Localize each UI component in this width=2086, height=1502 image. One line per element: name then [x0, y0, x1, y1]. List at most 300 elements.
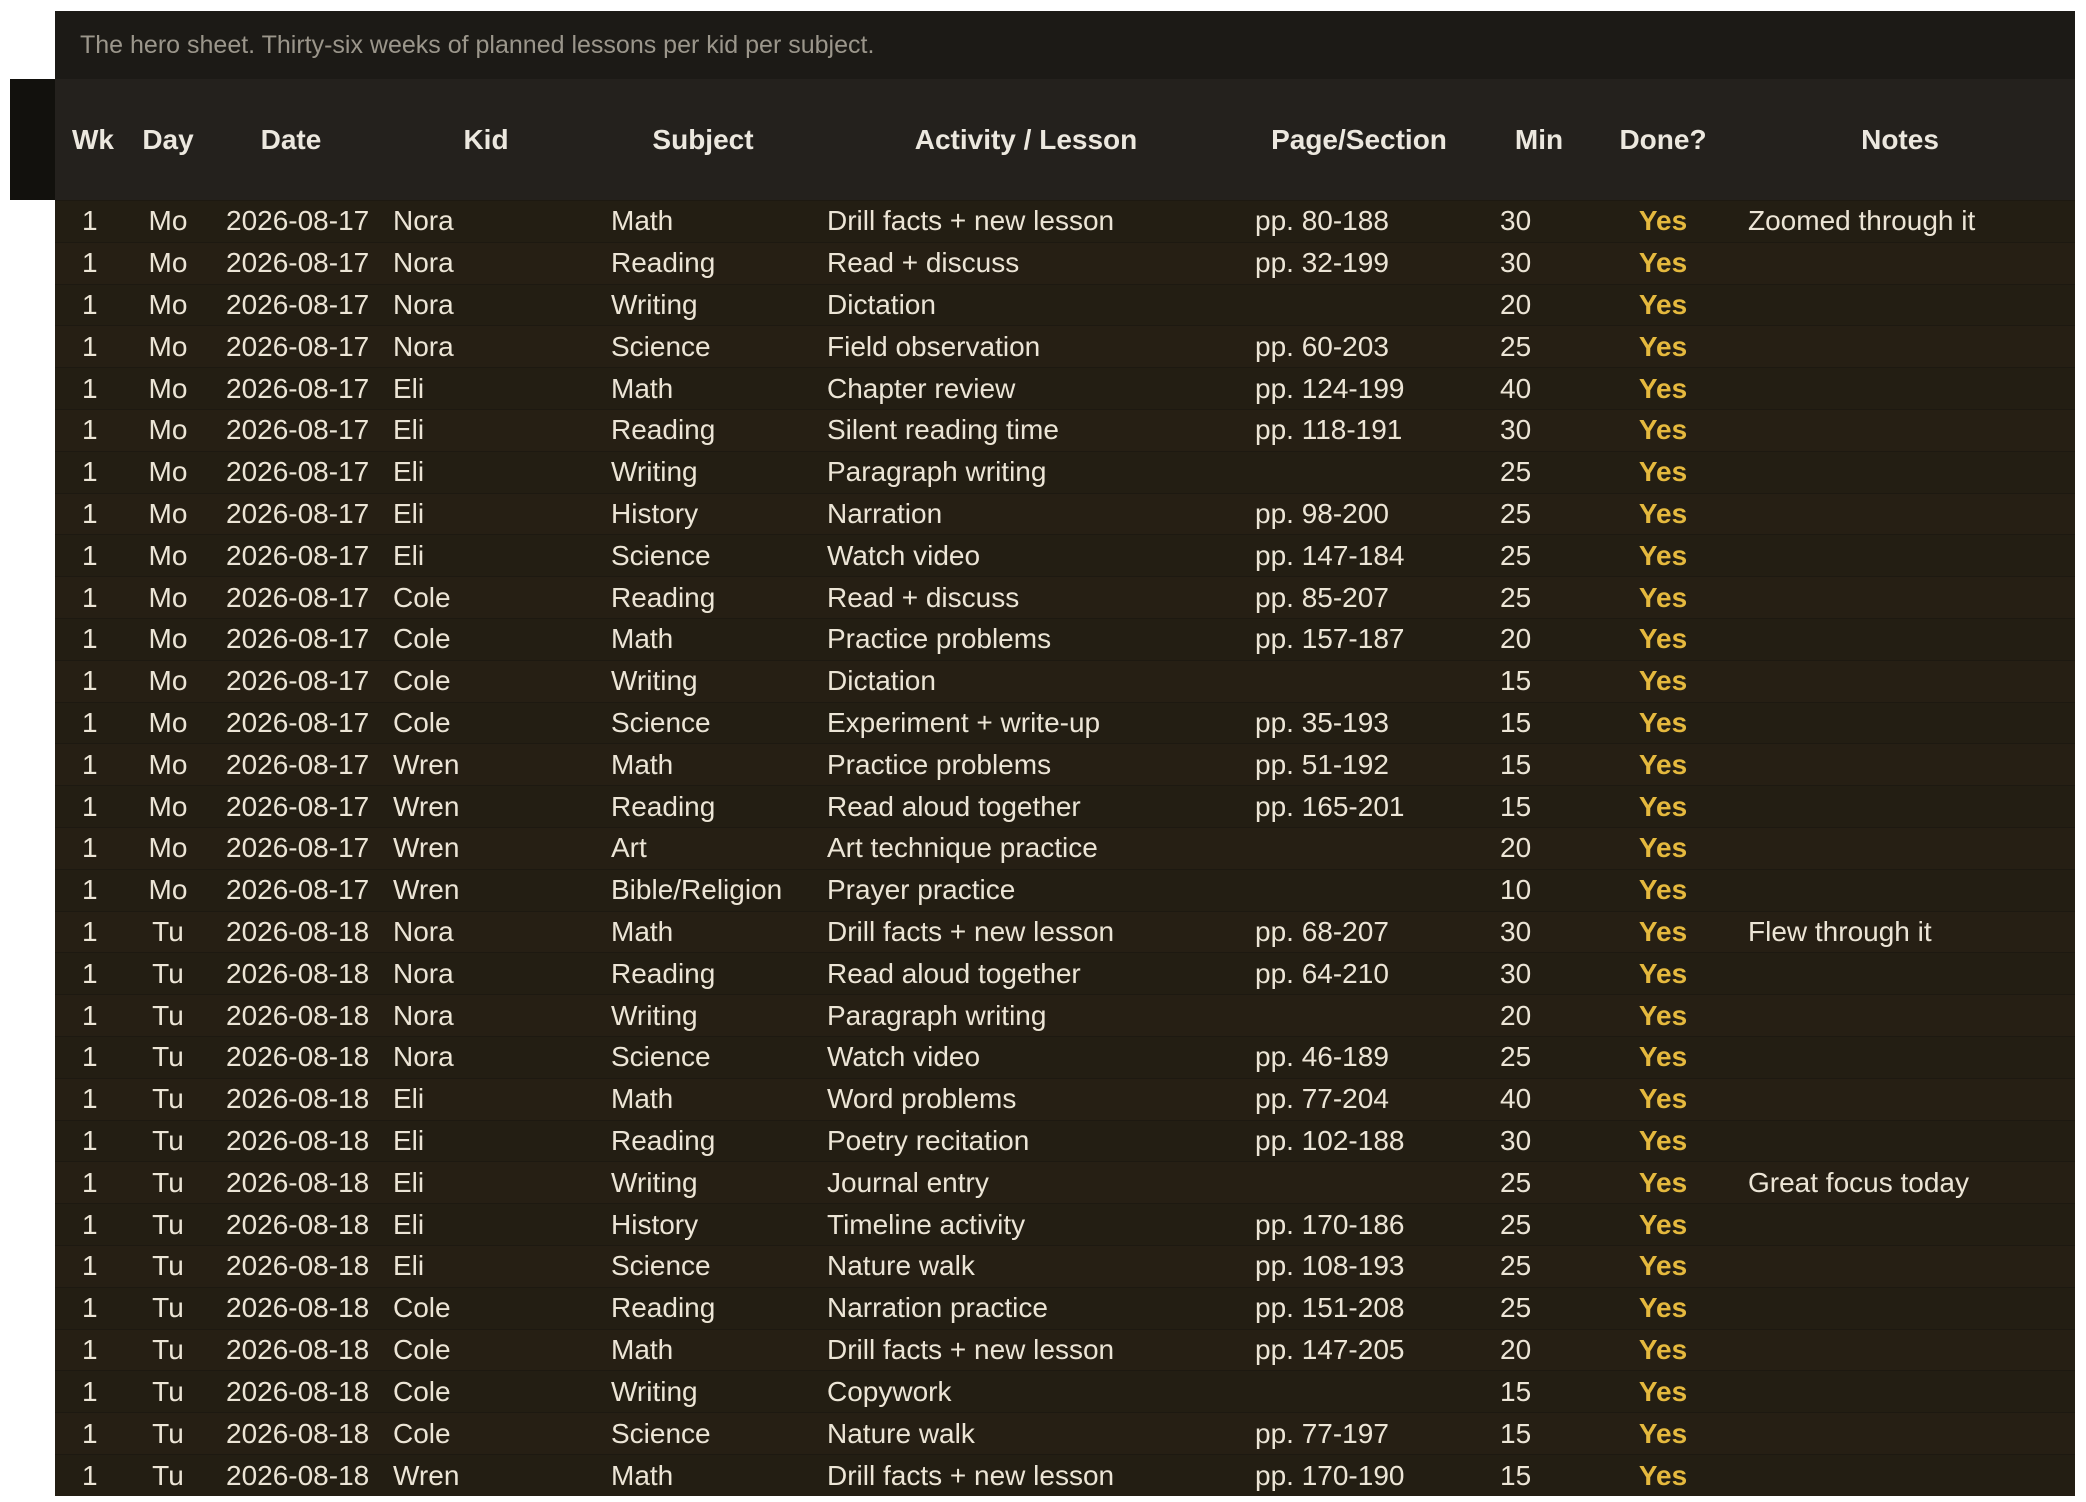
cell-done[interactable]: Yes	[1601, 1120, 1725, 1162]
cell-notes[interactable]	[1725, 786, 2075, 828]
cell-min[interactable]: 25	[1477, 577, 1601, 619]
cell-activity[interactable]: Drill facts + new lesson	[811, 911, 1241, 953]
cell-notes[interactable]	[1725, 618, 2075, 660]
cell-kid[interactable]: Eli	[377, 493, 595, 535]
cell-wk[interactable]: 1	[55, 786, 131, 828]
cell-date[interactable]: 2026-08-17	[205, 326, 377, 368]
cell-subject[interactable]: Bible/Religion	[595, 869, 811, 911]
cell-min[interactable]: 25	[1477, 326, 1601, 368]
cell-subject[interactable]: Science	[595, 535, 811, 577]
col-header-wk[interactable]: Wk	[55, 79, 131, 201]
cell-date[interactable]: 2026-08-18	[205, 1413, 377, 1455]
cell-done[interactable]: Yes	[1601, 1413, 1725, 1455]
cell-date[interactable]: 2026-08-18	[205, 1454, 377, 1496]
cell-notes[interactable]: Zoomed through it	[1725, 201, 2075, 243]
cell-kid[interactable]: Cole	[377, 660, 595, 702]
cell-subject[interactable]: Writing	[595, 1162, 811, 1204]
cell-notes[interactable]	[1725, 1036, 2075, 1078]
cell-day[interactable]: Tu	[131, 995, 205, 1037]
cell-kid[interactable]: Wren	[377, 786, 595, 828]
cell-page-section[interactable]: pp. 165-201	[1241, 786, 1477, 828]
cell-date[interactable]: 2026-08-18	[205, 1078, 377, 1120]
cell-subject[interactable]: Science	[595, 1036, 811, 1078]
cell-page-section[interactable]: pp. 80-188	[1241, 201, 1477, 243]
col-header-day[interactable]: Day	[131, 79, 205, 201]
cell-kid[interactable]: Nora	[377, 995, 595, 1037]
cell-day[interactable]: Mo	[131, 702, 205, 744]
cell-wk[interactable]: 1	[55, 1371, 131, 1413]
cell-notes[interactable]	[1725, 1078, 2075, 1120]
cell-kid[interactable]: Cole	[377, 1287, 595, 1329]
cell-kid[interactable]: Eli	[377, 535, 595, 577]
cell-wk[interactable]: 1	[55, 326, 131, 368]
cell-date[interactable]: 2026-08-17	[205, 535, 377, 577]
cell-page-section[interactable]	[1241, 995, 1477, 1037]
cell-notes[interactable]	[1725, 1413, 2075, 1455]
cell-kid[interactable]: Nora	[377, 284, 595, 326]
cell-done[interactable]: Yes	[1601, 995, 1725, 1037]
cell-day[interactable]: Tu	[131, 1036, 205, 1078]
cell-kid[interactable]: Eli	[377, 1078, 595, 1120]
cell-kid[interactable]: Eli	[377, 368, 595, 410]
cell-done[interactable]: Yes	[1601, 1036, 1725, 1078]
cell-kid[interactable]: Nora	[377, 201, 595, 243]
cell-day[interactable]: Tu	[131, 953, 205, 995]
cell-wk[interactable]: 1	[55, 827, 131, 869]
cell-notes[interactable]	[1725, 869, 2075, 911]
cell-subject[interactable]: Math	[595, 744, 811, 786]
cell-date[interactable]: 2026-08-18	[205, 1329, 377, 1371]
cell-page-section[interactable]: pp. 147-184	[1241, 535, 1477, 577]
cell-min[interactable]: 20	[1477, 284, 1601, 326]
cell-activity[interactable]: Drill facts + new lesson	[811, 201, 1241, 243]
cell-page-section[interactable]	[1241, 1371, 1477, 1413]
cell-done[interactable]: Yes	[1601, 869, 1725, 911]
cell-done[interactable]: Yes	[1601, 1287, 1725, 1329]
cell-date[interactable]: 2026-08-18	[205, 1162, 377, 1204]
cell-page-section[interactable]: pp. 98-200	[1241, 493, 1477, 535]
cell-subject[interactable]: Science	[595, 326, 811, 368]
cell-date[interactable]: 2026-08-18	[205, 953, 377, 995]
col-header-date[interactable]: Date	[205, 79, 377, 201]
cell-page-section[interactable]: pp. 151-208	[1241, 1287, 1477, 1329]
cell-subject[interactable]: Science	[595, 1245, 811, 1287]
cell-date[interactable]: 2026-08-18	[205, 1287, 377, 1329]
col-header-kid[interactable]: Kid	[377, 79, 595, 201]
cell-day[interactable]: Mo	[131, 242, 205, 284]
cell-wk[interactable]: 1	[55, 368, 131, 410]
cell-day[interactable]: Mo	[131, 493, 205, 535]
cell-activity[interactable]: Journal entry	[811, 1162, 1241, 1204]
cell-subject[interactable]: Math	[595, 368, 811, 410]
cell-done[interactable]: Yes	[1601, 535, 1725, 577]
cell-subject[interactable]: Writing	[595, 995, 811, 1037]
cell-date[interactable]: 2026-08-17	[205, 409, 377, 451]
cell-done[interactable]: Yes	[1601, 953, 1725, 995]
cell-day[interactable]: Tu	[131, 911, 205, 953]
cell-date[interactable]: 2026-08-18	[205, 1245, 377, 1287]
cell-day[interactable]: Tu	[131, 1078, 205, 1120]
cell-activity[interactable]: Chapter review	[811, 368, 1241, 410]
cell-kid[interactable]: Eli	[377, 451, 595, 493]
cell-day[interactable]: Mo	[131, 201, 205, 243]
cell-kid[interactable]: Nora	[377, 953, 595, 995]
cell-page-section[interactable]: pp. 157-187	[1241, 618, 1477, 660]
cell-activity[interactable]: Art technique practice	[811, 827, 1241, 869]
cell-kid[interactable]: Cole	[377, 618, 595, 660]
cell-notes[interactable]	[1725, 577, 2075, 619]
cell-date[interactable]: 2026-08-17	[205, 618, 377, 660]
cell-min[interactable]: 15	[1477, 786, 1601, 828]
cell-day[interactable]: Tu	[131, 1120, 205, 1162]
cell-notes[interactable]: Great focus today	[1725, 1162, 2075, 1204]
cell-kid[interactable]: Nora	[377, 242, 595, 284]
cell-activity[interactable]: Narration	[811, 493, 1241, 535]
cell-min[interactable]: 25	[1477, 535, 1601, 577]
cell-activity[interactable]: Poetry recitation	[811, 1120, 1241, 1162]
cell-date[interactable]: 2026-08-17	[205, 660, 377, 702]
cell-date[interactable]: 2026-08-18	[205, 995, 377, 1037]
cell-min[interactable]: 20	[1477, 618, 1601, 660]
cell-activity[interactable]: Narration practice	[811, 1287, 1241, 1329]
cell-date[interactable]: 2026-08-18	[205, 1371, 377, 1413]
cell-min[interactable]: 25	[1477, 1162, 1601, 1204]
cell-subject[interactable]: Reading	[595, 786, 811, 828]
cell-activity[interactable]: Prayer practice	[811, 869, 1241, 911]
cell-subject[interactable]: Writing	[595, 284, 811, 326]
cell-min[interactable]: 25	[1477, 1204, 1601, 1246]
cell-kid[interactable]: Eli	[377, 1245, 595, 1287]
cell-done[interactable]: Yes	[1601, 744, 1725, 786]
cell-done[interactable]: Yes	[1601, 577, 1725, 619]
cell-page-section[interactable]: pp. 170-190	[1241, 1454, 1477, 1496]
cell-subject[interactable]: Science	[595, 1413, 811, 1455]
cell-notes[interactable]	[1725, 326, 2075, 368]
cell-kid[interactable]: Cole	[377, 1329, 595, 1371]
cell-min[interactable]: 15	[1477, 1371, 1601, 1413]
cell-date[interactable]: 2026-08-17	[205, 869, 377, 911]
cell-day[interactable]: Tu	[131, 1329, 205, 1371]
cell-notes[interactable]	[1725, 1287, 2075, 1329]
cell-min[interactable]: 15	[1477, 1413, 1601, 1455]
cell-wk[interactable]: 1	[55, 869, 131, 911]
cell-done[interactable]: Yes	[1601, 1329, 1725, 1371]
cell-page-section[interactable]: pp. 108-193	[1241, 1245, 1477, 1287]
cell-kid[interactable]: Cole	[377, 1413, 595, 1455]
cell-date[interactable]: 2026-08-17	[205, 201, 377, 243]
cell-notes[interactable]	[1725, 827, 2075, 869]
cell-wk[interactable]: 1	[55, 1162, 131, 1204]
cell-subject[interactable]: Math	[595, 1078, 811, 1120]
cell-notes[interactable]	[1725, 1371, 2075, 1413]
cell-page-section[interactable]: pp. 102-188	[1241, 1120, 1477, 1162]
cell-day[interactable]: Mo	[131, 368, 205, 410]
cell-subject[interactable]: Science	[595, 702, 811, 744]
cell-subject[interactable]: Writing	[595, 1371, 811, 1413]
cell-wk[interactable]: 1	[55, 451, 131, 493]
cell-subject[interactable]: History	[595, 493, 811, 535]
cell-wk[interactable]: 1	[55, 744, 131, 786]
cell-date[interactable]: 2026-08-17	[205, 702, 377, 744]
col-header-notes[interactable]: Notes	[1725, 79, 2075, 201]
cell-date[interactable]: 2026-08-17	[205, 577, 377, 619]
cell-page-section[interactable]	[1241, 1162, 1477, 1204]
cell-activity[interactable]: Read aloud together	[811, 786, 1241, 828]
cell-day[interactable]: Tu	[131, 1371, 205, 1413]
cell-activity[interactable]: Copywork	[811, 1371, 1241, 1413]
cell-notes[interactable]	[1725, 242, 2075, 284]
cell-wk[interactable]: 1	[55, 493, 131, 535]
cell-done[interactable]: Yes	[1601, 786, 1725, 828]
cell-kid[interactable]: Wren	[377, 1454, 595, 1496]
cell-done[interactable]: Yes	[1601, 1371, 1725, 1413]
cell-subject[interactable]: Reading	[595, 577, 811, 619]
cell-notes[interactable]	[1725, 1329, 2075, 1371]
cell-date[interactable]: 2026-08-17	[205, 827, 377, 869]
cell-subject[interactable]: Art	[595, 827, 811, 869]
cell-subject[interactable]: Writing	[595, 451, 811, 493]
cell-activity[interactable]: Nature walk	[811, 1245, 1241, 1287]
cell-wk[interactable]: 1	[55, 1078, 131, 1120]
cell-page-section[interactable]: pp. 68-207	[1241, 911, 1477, 953]
cell-activity[interactable]: Dictation	[811, 284, 1241, 326]
col-header-min[interactable]: Min	[1477, 79, 1601, 201]
cell-kid[interactable]: Wren	[377, 744, 595, 786]
cell-activity[interactable]: Watch video	[811, 535, 1241, 577]
cell-done[interactable]: Yes	[1601, 451, 1725, 493]
cell-done[interactable]: Yes	[1601, 702, 1725, 744]
cell-day[interactable]: Tu	[131, 1204, 205, 1246]
cell-activity[interactable]: Read + discuss	[811, 577, 1241, 619]
cell-day[interactable]: Mo	[131, 409, 205, 451]
cell-date[interactable]: 2026-08-18	[205, 1120, 377, 1162]
cell-kid[interactable]: Wren	[377, 869, 595, 911]
cell-subject[interactable]: Math	[595, 1454, 811, 1496]
cell-date[interactable]: 2026-08-17	[205, 493, 377, 535]
cell-min[interactable]: 15	[1477, 702, 1601, 744]
cell-min[interactable]: 25	[1477, 493, 1601, 535]
cell-activity[interactable]: Paragraph writing	[811, 451, 1241, 493]
cell-subject[interactable]: Reading	[595, 242, 811, 284]
cell-done[interactable]: Yes	[1601, 618, 1725, 660]
cell-subject[interactable]: Writing	[595, 660, 811, 702]
cell-subject[interactable]: Math	[595, 201, 811, 243]
cell-min[interactable]: 15	[1477, 1454, 1601, 1496]
cell-kid[interactable]: Nora	[377, 911, 595, 953]
cell-done[interactable]: Yes	[1601, 493, 1725, 535]
cell-page-section[interactable]: pp. 170-186	[1241, 1204, 1477, 1246]
cell-page-section[interactable]: pp. 51-192	[1241, 744, 1477, 786]
cell-activity[interactable]: Dictation	[811, 660, 1241, 702]
cell-done[interactable]: Yes	[1601, 409, 1725, 451]
cell-done[interactable]: Yes	[1601, 1204, 1725, 1246]
cell-done[interactable]: Yes	[1601, 326, 1725, 368]
cell-wk[interactable]: 1	[55, 660, 131, 702]
cell-kid[interactable]: Cole	[377, 1371, 595, 1413]
cell-page-section[interactable]: pp. 77-197	[1241, 1413, 1477, 1455]
cell-notes[interactable]	[1725, 284, 2075, 326]
cell-wk[interactable]: 1	[55, 1413, 131, 1455]
cell-page-section[interactable]	[1241, 451, 1477, 493]
cell-page-section[interactable]: pp. 85-207	[1241, 577, 1477, 619]
cell-done[interactable]: Yes	[1601, 242, 1725, 284]
cell-done[interactable]: Yes	[1601, 1162, 1725, 1204]
cell-wk[interactable]: 1	[55, 911, 131, 953]
cell-min[interactable]: 30	[1477, 409, 1601, 451]
cell-wk[interactable]: 1	[55, 1454, 131, 1496]
cell-wk[interactable]: 1	[55, 995, 131, 1037]
cell-min[interactable]: 15	[1477, 744, 1601, 786]
cell-activity[interactable]: Field observation	[811, 326, 1241, 368]
cell-notes[interactable]	[1725, 744, 2075, 786]
cell-kid[interactable]: Eli	[377, 1120, 595, 1162]
cell-date[interactable]: 2026-08-17	[205, 744, 377, 786]
cell-page-section[interactable]	[1241, 284, 1477, 326]
cell-notes[interactable]	[1725, 660, 2075, 702]
cell-min[interactable]: 15	[1477, 660, 1601, 702]
cell-page-section[interactable]: pp. 60-203	[1241, 326, 1477, 368]
cell-wk[interactable]: 1	[55, 1245, 131, 1287]
cell-wk[interactable]: 1	[55, 953, 131, 995]
cell-page-section[interactable]: pp. 77-204	[1241, 1078, 1477, 1120]
cell-day[interactable]: Tu	[131, 1245, 205, 1287]
cell-notes[interactable]	[1725, 1204, 2075, 1246]
cell-kid[interactable]: Wren	[377, 827, 595, 869]
cell-done[interactable]: Yes	[1601, 201, 1725, 243]
cell-notes[interactable]	[1725, 1245, 2075, 1287]
cell-wk[interactable]: 1	[55, 201, 131, 243]
cell-activity[interactable]: Drill facts + new lesson	[811, 1454, 1241, 1496]
cell-day[interactable]: Tu	[131, 1454, 205, 1496]
cell-day[interactable]: Mo	[131, 660, 205, 702]
cell-activity[interactable]: Practice problems	[811, 744, 1241, 786]
cell-activity[interactable]: Watch video	[811, 1036, 1241, 1078]
cell-subject[interactable]: Math	[595, 618, 811, 660]
cell-subject[interactable]: Reading	[595, 1120, 811, 1162]
cell-subject[interactable]: Reading	[595, 1287, 811, 1329]
cell-notes[interactable]	[1725, 995, 2075, 1037]
cell-day[interactable]: Mo	[131, 326, 205, 368]
cell-wk[interactable]: 1	[55, 1287, 131, 1329]
cell-notes[interactable]	[1725, 1454, 2075, 1496]
cell-kid[interactable]: Nora	[377, 326, 595, 368]
cell-kid[interactable]: Cole	[377, 702, 595, 744]
cell-day[interactable]: Mo	[131, 451, 205, 493]
cell-wk[interactable]: 1	[55, 1036, 131, 1078]
cell-notes[interactable]	[1725, 953, 2075, 995]
cell-wk[interactable]: 1	[55, 409, 131, 451]
cell-min[interactable]: 40	[1477, 368, 1601, 410]
cell-kid[interactable]: Eli	[377, 1162, 595, 1204]
cell-date[interactable]: 2026-08-18	[205, 1204, 377, 1246]
cell-min[interactable]: 25	[1477, 1287, 1601, 1329]
cell-min[interactable]: 30	[1477, 242, 1601, 284]
cell-date[interactable]: 2026-08-17	[205, 242, 377, 284]
cell-activity[interactable]: Practice problems	[811, 618, 1241, 660]
cell-min[interactable]: 20	[1477, 1329, 1601, 1371]
cell-wk[interactable]: 1	[55, 618, 131, 660]
cell-min[interactable]: 25	[1477, 1036, 1601, 1078]
cell-date[interactable]: 2026-08-17	[205, 368, 377, 410]
cell-activity[interactable]: Experiment + write-up	[811, 702, 1241, 744]
cell-activity[interactable]: Drill facts + new lesson	[811, 1329, 1241, 1371]
cell-date[interactable]: 2026-08-17	[205, 786, 377, 828]
cell-day[interactable]: Mo	[131, 577, 205, 619]
cell-page-section[interactable]: pp. 32-199	[1241, 242, 1477, 284]
cell-kid[interactable]: Nora	[377, 1036, 595, 1078]
cell-notes[interactable]	[1725, 702, 2075, 744]
cell-wk[interactable]: 1	[55, 702, 131, 744]
cell-wk[interactable]: 1	[55, 1120, 131, 1162]
cell-activity[interactable]: Silent reading time	[811, 409, 1241, 451]
cell-activity[interactable]: Read aloud together	[811, 953, 1241, 995]
cell-subject[interactable]: Reading	[595, 409, 811, 451]
cell-done[interactable]: Yes	[1601, 284, 1725, 326]
cell-wk[interactable]: 1	[55, 577, 131, 619]
cell-page-section[interactable]	[1241, 827, 1477, 869]
cell-wk[interactable]: 1	[55, 284, 131, 326]
cell-kid[interactable]: Eli	[377, 409, 595, 451]
col-header-subject[interactable]: Subject	[595, 79, 811, 201]
cell-page-section[interactable]: pp. 118-191	[1241, 409, 1477, 451]
cell-done[interactable]: Yes	[1601, 1245, 1725, 1287]
cell-notes[interactable]	[1725, 409, 2075, 451]
cell-day[interactable]: Mo	[131, 744, 205, 786]
cell-min[interactable]: 30	[1477, 911, 1601, 953]
cell-wk[interactable]: 1	[55, 1329, 131, 1371]
cell-date[interactable]: 2026-08-17	[205, 451, 377, 493]
cell-min[interactable]: 20	[1477, 827, 1601, 869]
cell-day[interactable]: Mo	[131, 618, 205, 660]
cell-subject[interactable]: History	[595, 1204, 811, 1246]
cell-notes[interactable]	[1725, 451, 2075, 493]
col-header-done[interactable]: Done?	[1601, 79, 1725, 201]
cell-min[interactable]: 20	[1477, 995, 1601, 1037]
cell-min[interactable]: 25	[1477, 1245, 1601, 1287]
cell-min[interactable]: 25	[1477, 451, 1601, 493]
cell-day[interactable]: Mo	[131, 535, 205, 577]
cell-day[interactable]: Tu	[131, 1287, 205, 1329]
cell-page-section[interactable]: pp. 147-205	[1241, 1329, 1477, 1371]
cell-subject[interactable]: Math	[595, 1329, 811, 1371]
cell-min[interactable]: 30	[1477, 953, 1601, 995]
cell-wk[interactable]: 1	[55, 535, 131, 577]
cell-date[interactable]: 2026-08-18	[205, 911, 377, 953]
cell-min[interactable]: 30	[1477, 201, 1601, 243]
cell-page-section[interactable]: pp. 124-199	[1241, 368, 1477, 410]
cell-activity[interactable]: Read + discuss	[811, 242, 1241, 284]
cell-notes[interactable]	[1725, 493, 2075, 535]
cell-activity[interactable]: Paragraph writing	[811, 995, 1241, 1037]
cell-day[interactable]: Tu	[131, 1162, 205, 1204]
cell-day[interactable]: Mo	[131, 827, 205, 869]
col-header-activity[interactable]: Activity / Lesson	[811, 79, 1241, 201]
cell-subject[interactable]: Math	[595, 911, 811, 953]
cell-day[interactable]: Tu	[131, 1413, 205, 1455]
cell-page-section[interactable]	[1241, 869, 1477, 911]
cell-wk[interactable]: 1	[55, 1204, 131, 1246]
cell-activity[interactable]: Timeline activity	[811, 1204, 1241, 1246]
cell-activity[interactable]: Word problems	[811, 1078, 1241, 1120]
cell-page-section[interactable]	[1241, 660, 1477, 702]
cell-notes[interactable]	[1725, 1120, 2075, 1162]
cell-page-section[interactable]: pp. 64-210	[1241, 953, 1477, 995]
cell-day[interactable]: Mo	[131, 284, 205, 326]
cell-kid[interactable]: Cole	[377, 577, 595, 619]
cell-wk[interactable]: 1	[55, 242, 131, 284]
cell-done[interactable]: Yes	[1601, 911, 1725, 953]
cell-page-section[interactable]: pp. 46-189	[1241, 1036, 1477, 1078]
